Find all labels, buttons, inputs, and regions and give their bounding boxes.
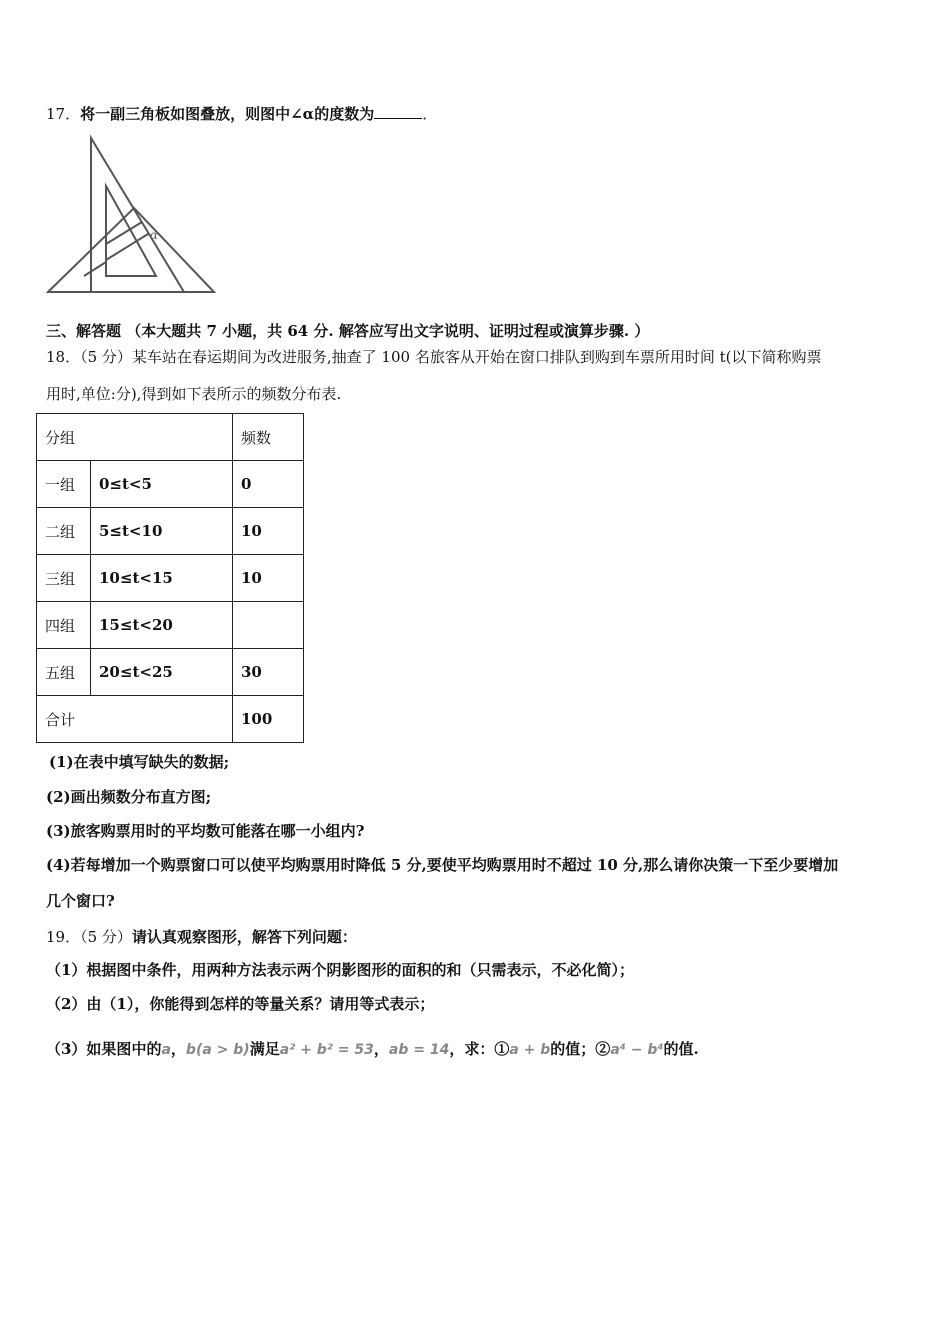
q19-p3-text: （3）如果图中的 <box>46 1040 162 1058</box>
q17-end: ． <box>422 105 438 123</box>
group-cell: 二组 <box>37 508 91 555</box>
group-cell: 三组 <box>37 555 91 602</box>
hatch-line <box>84 262 106 276</box>
q19-p3-text: 满足 <box>249 1040 280 1058</box>
header-count: 频数 <box>233 414 304 461</box>
q19-part-2: （2）由（1），你能得到怎样的等量关系？请用等式表示； <box>46 995 435 1013</box>
range-cell: 10≤t<15 <box>91 555 233 602</box>
q19-part-1: （1）根据图中条件，用两种方法表示两个阴影图形的面积的和（只需表示，不必化简）； <box>46 961 634 979</box>
group-cell: 五组 <box>37 649 91 696</box>
count-cell: 10 <box>233 508 304 555</box>
table-row <box>37 602 304 649</box>
range-cell: 5≤t<10 <box>91 508 233 555</box>
q19-p3-text: ， <box>170 1040 186 1058</box>
math-sum-squares: a² + b² = 53 <box>279 1042 374 1058</box>
range-cell: 15≤t<20 <box>91 602 233 649</box>
table-total-row <box>37 696 304 743</box>
alpha-label: α <box>150 228 159 242</box>
q19-intro: 请认真观察图形，解答下列问题： <box>131 928 357 946</box>
q19-p3-text: ，求：① <box>449 1040 510 1058</box>
table-row <box>37 649 304 696</box>
tall-triangle-inner <box>106 186 159 276</box>
q18-part-4-cont: 几个窗口? <box>46 892 115 910</box>
range-cell: 20≤t<25 <box>91 649 233 696</box>
q17-text: 将一副三角板如图叠放，则图中∠α的度数为 <box>80 105 375 123</box>
math-a: a <box>161 1042 171 1058</box>
q19-number: 19．（5 分） <box>46 928 132 946</box>
tall-triangle <box>91 138 184 292</box>
q18-line-2: 用时,单位:分),得到如下表所示的频数分布表. <box>46 385 342 403</box>
math-a-plus-b: a + b <box>509 1042 551 1058</box>
frequency-table <box>36 413 304 743</box>
group-cell: 四组 <box>37 602 91 649</box>
total-label: 合计 <box>37 696 233 743</box>
set-squares-figure <box>46 134 221 296</box>
q19-p3-text: 的值；② <box>550 1040 611 1058</box>
section-3-heading: 三、解答题 （本大题共 7 小题，共 64 分. 解答应写出文字说明、证明过程或演算步骤. ） <box>46 322 650 340</box>
table-header-row <box>37 414 304 461</box>
q17-number: 17． <box>46 105 81 123</box>
q17-answer-blank <box>374 104 422 119</box>
q18-part-1: (1)在表中填写缺失的数据; <box>49 753 230 771</box>
table-row <box>37 461 304 508</box>
count-cell: 10 <box>233 555 304 602</box>
count-cell: 30 <box>233 649 304 696</box>
group-cell: 一组 <box>37 461 91 508</box>
right-isosceles-triangle <box>48 208 214 292</box>
q18-part-3: (3)旅客购票用时的平均数可能落在哪一小组内? <box>46 822 365 840</box>
count-cell-empty <box>233 602 304 649</box>
table-row <box>37 555 304 602</box>
q19-p3-text: ， <box>373 1040 389 1058</box>
q19-p3-text: 的值. <box>663 1040 699 1058</box>
range-cell: 0≤t<5 <box>91 461 233 508</box>
q18-part-4: (4)若每增加一个购票窗口可以使平均购票用时降低 5 分,要使平均购票用时不超过 10 分,那么请你决策一下至少要增加 <box>46 856 839 874</box>
header-group: 分组 <box>37 414 233 461</box>
math-fourth-powers: a⁴ − b⁴ <box>610 1042 664 1058</box>
question-17 <box>46 103 437 124</box>
total-value: 100 <box>233 696 304 743</box>
q18-part-2: (2)画出频数分布直方图; <box>46 788 212 806</box>
table-row <box>37 508 304 555</box>
math-product: ab = 14 <box>388 1042 450 1058</box>
hatch-line <box>106 234 148 260</box>
q18-line-1: 18．（5 分）某车站在春运期间为改进服务,抽查了 100 名旅客从开始在窗口排队到购到车票所用时间 t(以下简称购票 <box>46 348 822 366</box>
math-b-condition: b(a > b) <box>185 1042 250 1058</box>
q19-part-3 <box>46 1038 699 1059</box>
count-cell: 0 <box>233 461 304 508</box>
question-19 <box>46 926 357 947</box>
